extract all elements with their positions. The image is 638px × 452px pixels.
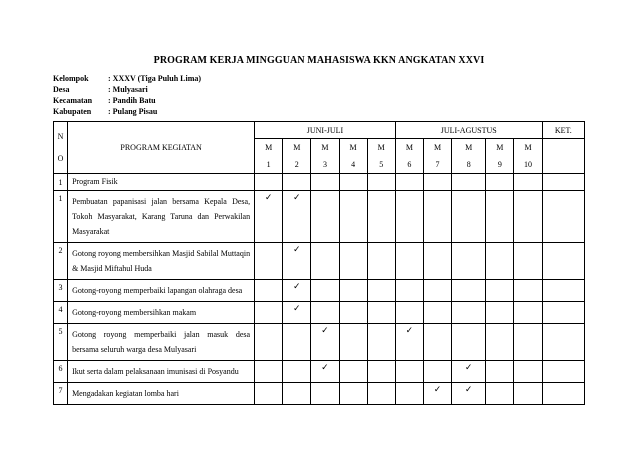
table-row (54, 302, 585, 324)
week-header-2 (283, 139, 311, 174)
week-cell-2 (283, 361, 311, 383)
week-cell-5 (367, 324, 395, 361)
week-header-10 (514, 139, 542, 174)
week-header-9 (486, 139, 514, 174)
section-row (54, 174, 585, 191)
week-cell-9 (486, 243, 514, 280)
header-activity: PROGRAM KEGIATAN (68, 122, 255, 174)
week-cell-10 (514, 383, 542, 405)
check-icon: ✓ (321, 325, 329, 335)
week-cell-10 (514, 302, 542, 324)
week-cell-3 (311, 383, 339, 405)
week-cell-3 (311, 191, 339, 243)
week-cell-8 (452, 302, 486, 324)
document-title: PROGRAM KERJA MINGGUAN MAHASISWA KKN ANGKATAN XXVI (153, 55, 485, 66)
week-number: 9 (497, 160, 502, 169)
week-cell-5 (367, 383, 395, 405)
week-cell-9 (486, 361, 514, 383)
check-icon: ✓ (433, 384, 442, 394)
ket-cell (542, 280, 584, 302)
schedule-table (53, 121, 585, 405)
empty-cell (255, 174, 283, 191)
meta-label: Kelompok (53, 74, 89, 83)
week-cell-3 (311, 243, 339, 280)
meta-label: Kecamatan (53, 96, 93, 105)
week-prefix: M (433, 143, 442, 152)
week-number: 4 (351, 160, 356, 169)
table-row (54, 243, 585, 280)
week-cell-6 (395, 243, 423, 280)
check-icon: ✓ (293, 281, 301, 291)
row-activity: Mengadakan kegiatan lomba hari (68, 383, 255, 405)
header-no: N O (54, 122, 68, 174)
empty-cell (311, 174, 339, 191)
header-month-juli-agustus: JULI-AGUSTUS (395, 122, 542, 139)
week-cell-5 (367, 361, 395, 383)
week-cell-2 (283, 383, 311, 405)
week-number: 10 (524, 160, 533, 169)
week-cell-3 (311, 361, 339, 383)
ket-cell (542, 243, 584, 280)
group-info (53, 73, 201, 117)
check-icon: ✓ (264, 192, 273, 202)
week-cell-9 (486, 383, 514, 405)
week-cell-5 (367, 302, 395, 324)
empty-cell (423, 174, 451, 191)
row-activity: Pembuatan papanisasi jalan bersama Kepala Desa, Tokoh Masyarakat, Karang Taruna dan Perwakilan Masyarakat (68, 191, 255, 243)
empty-cell (542, 174, 584, 191)
week-number: 5 (379, 160, 384, 169)
week-cell-8 (452, 324, 486, 361)
week-cell-4 (339, 280, 367, 302)
week-cell-10 (514, 191, 542, 243)
meta-value: : XXXV (Tiga Puluh Lima) (108, 74, 202, 83)
week-prefix: M (377, 143, 385, 152)
week-header-4 (339, 139, 367, 174)
week-cell-9 (486, 324, 514, 361)
week-cell-1 (255, 383, 283, 405)
week-prefix: M (524, 143, 532, 152)
meta-row-desa (53, 84, 201, 95)
week-cell-8 (452, 383, 486, 405)
row-no: 1 (54, 191, 68, 243)
week-cell-7 (423, 324, 451, 361)
row-activity: Ikut serta dalam pelaksanaan imunisasi di Posyandu (68, 361, 255, 383)
week-cell-4 (339, 191, 367, 243)
table-row (54, 324, 585, 361)
week-cell-1 (255, 302, 283, 324)
week-cell-5 (367, 280, 395, 302)
meta-label: Desa (53, 85, 70, 94)
week-cell-6 (395, 383, 423, 405)
row-no: 5 (54, 324, 68, 361)
week-number: 2 (294, 160, 299, 169)
ket-cell (542, 361, 584, 383)
week-cell-8 (452, 191, 486, 243)
empty-cell (367, 174, 395, 191)
week-cell-5 (367, 243, 395, 280)
week-cell-6 (395, 280, 423, 302)
header-ket-empty (542, 139, 584, 174)
week-header-8 (452, 139, 486, 174)
empty-cell (486, 174, 514, 191)
week-number: 7 (435, 160, 440, 169)
week-cell-10 (514, 361, 542, 383)
table-row (54, 280, 585, 302)
row-no: 4 (54, 302, 68, 324)
meta-row-kelompok (53, 73, 201, 84)
section-no: 1 (54, 174, 68, 191)
week-cell-2 (283, 191, 311, 243)
row-no: 6 (54, 361, 68, 383)
empty-cell (283, 174, 311, 191)
week-prefix: M (496, 143, 504, 152)
week-prefix: M (465, 143, 473, 152)
week-header-1 (255, 139, 283, 174)
week-cell-6 (395, 302, 423, 324)
table-row (54, 361, 585, 383)
week-header-3 (311, 139, 339, 174)
week-cell-1 (255, 243, 283, 280)
row-activity: Gotong-royong membersihkan makam (68, 302, 255, 324)
week-cell-10 (514, 243, 542, 280)
row-activity: Gotong royong membersihkan Masjid Sabilal Muttaqin & Masjid Miftahul Huda (68, 243, 255, 280)
week-cell-7 (423, 361, 451, 383)
week-cell-1 (255, 324, 283, 361)
week-cell-3 (311, 280, 339, 302)
week-cell-4 (339, 243, 367, 280)
empty-cell (395, 174, 423, 191)
meta-value: : Pandih Batu (108, 96, 156, 105)
week-cell-6 (395, 324, 423, 361)
week-cell-9 (486, 280, 514, 302)
check-icon: ✓ (321, 362, 329, 372)
meta-row-kabupaten (53, 106, 201, 117)
week-cell-10 (514, 324, 542, 361)
week-number: 6 (407, 160, 412, 169)
ket-cell (542, 302, 584, 324)
week-cell-1 (255, 361, 283, 383)
week-cell-3 (311, 302, 339, 324)
week-cell-4 (339, 302, 367, 324)
week-cell-5 (367, 191, 395, 243)
week-cell-4 (339, 383, 367, 405)
empty-cell (339, 174, 367, 191)
check-icon: ✓ (293, 192, 301, 202)
header-month-juni-juli: JUNI-JULI (255, 122, 396, 139)
row-activity: Gotong royong memperbaiki jalan masuk desa bersama seluruh warga desa Mulyasari (68, 324, 255, 361)
empty-cell (452, 174, 486, 191)
week-prefix: M (265, 143, 273, 152)
ket-cell (542, 383, 584, 405)
check-icon: ✓ (464, 362, 473, 372)
week-cell-8 (452, 280, 486, 302)
meta-label: Kabupaten (53, 107, 92, 116)
week-cell-1 (255, 280, 283, 302)
row-no: 2 (54, 243, 68, 280)
meta-row-kecamatan (53, 95, 201, 106)
week-prefix: M (321, 143, 329, 152)
week-number: 8 (466, 160, 471, 169)
empty-cell (514, 174, 542, 191)
week-cell-4 (339, 361, 367, 383)
week-cell-2 (283, 280, 311, 302)
row-no: 3 (54, 280, 68, 302)
week-cell-6 (395, 191, 423, 243)
week-cell-7 (423, 383, 451, 405)
week-cell-1 (255, 191, 283, 243)
week-cell-7 (423, 280, 451, 302)
week-cell-2 (283, 324, 311, 361)
week-cell-8 (452, 243, 486, 280)
ket-cell (542, 191, 584, 243)
row-activity: Gotong-royong memperbaiki lapangan olahraga desa (68, 280, 255, 302)
week-cell-3 (311, 324, 339, 361)
section-label: Program Fisik (68, 174, 255, 191)
week-cell-9 (486, 191, 514, 243)
check-icon: ✓ (293, 303, 301, 313)
table-row (54, 191, 585, 243)
week-header-7 (423, 139, 451, 174)
week-cell-7 (423, 191, 451, 243)
ket-cell (542, 324, 584, 361)
table-row (54, 383, 585, 405)
week-number: 1 (266, 160, 271, 169)
check-icon: ✓ (405, 325, 414, 335)
week-cell-2 (283, 243, 311, 280)
row-no: 7 (54, 383, 68, 405)
week-number: 3 (322, 160, 327, 169)
meta-value: : Pulang Pisau (108, 107, 158, 116)
check-icon: ✓ (464, 384, 473, 394)
week-cell-2 (283, 302, 311, 324)
week-cell-6 (395, 361, 423, 383)
check-icon: ✓ (293, 244, 301, 254)
week-cell-7 (423, 302, 451, 324)
header-ket: KET. (542, 122, 584, 139)
week-cell-10 (514, 280, 542, 302)
week-prefix: M (293, 143, 301, 152)
week-cell-8 (452, 361, 486, 383)
week-cell-9 (486, 302, 514, 324)
week-cell-4 (339, 324, 367, 361)
week-prefix: M (405, 143, 413, 152)
week-header-5 (367, 139, 395, 174)
week-header-6 (395, 139, 423, 174)
week-prefix: M (349, 143, 357, 152)
week-cell-7 (423, 243, 451, 280)
meta-value: : Mulyasari (108, 85, 148, 94)
